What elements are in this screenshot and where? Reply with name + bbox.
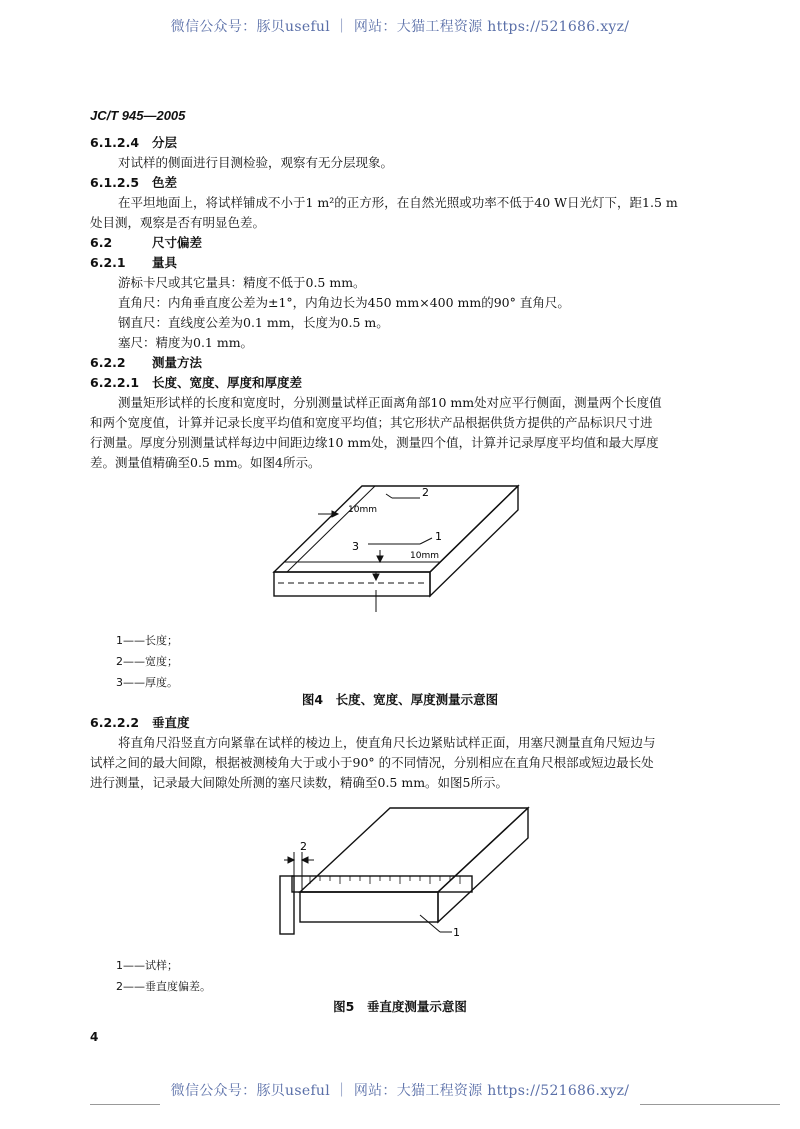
paragraph-line: 将直角尺沿竖直方向紧靠在试样的棱边上，使直角尺长边紧贴试样正面，用塞尺测量直角尺短边与 [118, 735, 656, 750]
paragraph-line: 处目测，观察是否有明显色差。 [90, 215, 266, 230]
paragraph-line: 行测量。厚度分别测量试样每边中间距边缘10 mm处，测量四个值，计算并记录厚度平均值和最大厚度 [90, 435, 659, 450]
footer-rule-right [640, 1104, 780, 1105]
legend-item: 1——长度； [116, 634, 178, 647]
watermark-bottom: 微信公众号：豚贝useful ｜ 网站：大猫工程资源 https://521686.xyz/ [170, 1083, 630, 1099]
figure-5-legend [116, 957, 211, 996]
watermark-top: 微信公众号：豚贝useful ｜ 网站：大猫工程资源 https://521686.xyz/ [170, 19, 630, 35]
legend-item: 1——试样； [116, 959, 178, 972]
paragraph-line: 和两个宽度值，计算并记录长度平均值和宽度平均值；其它形状产品根据供货方提供的产品标识尺寸进 [90, 415, 653, 430]
figure-4-diagram [260, 480, 550, 620]
paragraph-line: 进行测量，记录最大间隙处所测的塞尺读数，精确至0.5 mm。如图5所示。 [90, 775, 509, 790]
fig5-label-2: 2 [300, 840, 307, 853]
paragraph-line: 对试样的侧面进行目测检验，观察有无分层现象。 [118, 155, 394, 170]
heading-6-1-2-4: 6.1.2.4 分层 [90, 135, 178, 150]
fig4-dim-label-a: 10mm [348, 505, 377, 515]
standard-number: JC/T 945—2005 [90, 108, 186, 123]
figure-4-caption: 图4 长度、宽度、厚度测量示意图 [301, 692, 499, 707]
figure-5-caption: 图5 垂直度测量示意图 [333, 999, 467, 1014]
paragraph-line: 直角尺：内角垂直度公差为±1°，内角边长为450 mm×400 mm的90° 直角尺。 [118, 295, 570, 310]
heading-6-2: 6.2 尺寸偏差 [90, 235, 203, 250]
legend-item: 3——厚度。 [116, 676, 178, 689]
paragraph-line: 塞尺：精度为0.1 mm。 [118, 335, 254, 350]
paragraph-line: 差。测量值精确至0.5 mm。如图4所示。 [90, 455, 321, 470]
paragraph-line: 在平坦地面上，将试样铺成不小于1 m²的正方形，在自然光照或功率不低于40 W日光灯下，距1.5 m [118, 195, 678, 210]
paragraph-line: 钢直尺：直线度公差为0.1 mm，长度为0.5 m。 [118, 315, 389, 330]
paragraph-line: 试样之间的最大间隙，根据被测棱角大于或小于90° 的不同情况，分别相应在直角尺根部或短边最长处 [90, 755, 654, 770]
heading-6-2-1: 6.2.1 量具 [90, 255, 178, 270]
heading-6-1-2-5: 6.1.2.5 色差 [90, 175, 178, 190]
fig4-label-2: 2 [422, 486, 429, 499]
paragraph-line: 游标卡尺或其它量具：精度不低于0.5 mm。 [118, 275, 366, 290]
footer-rule-left [90, 1104, 160, 1105]
page-number: 4 [90, 1030, 99, 1044]
fig4-dim-label-b: 10mm [410, 551, 439, 561]
heading-6-2-2: 6.2.2 测量方法 [90, 355, 203, 370]
legend-item: 2——宽度； [116, 655, 178, 668]
legend-item: 2——垂直度偏差。 [116, 980, 211, 993]
figure-4-legend [116, 632, 178, 692]
paragraph-line: 测量矩形试样的长度和宽度时，分别测量试样正面离角部10 mm处对应平行侧面，测量两个长度值 [118, 395, 662, 410]
fig4-label-3: 3 [352, 540, 359, 553]
figure-5-diagram [270, 800, 540, 950]
heading-6-2-2-1: 6.2.2.1 长度、宽度、厚度和厚度差 [90, 375, 303, 390]
fig5-label-1: 1 [453, 926, 460, 939]
heading-6-2-2-2: 6.2.2.2 垂直度 [90, 715, 190, 730]
fig4-label-1: 1 [435, 530, 442, 543]
